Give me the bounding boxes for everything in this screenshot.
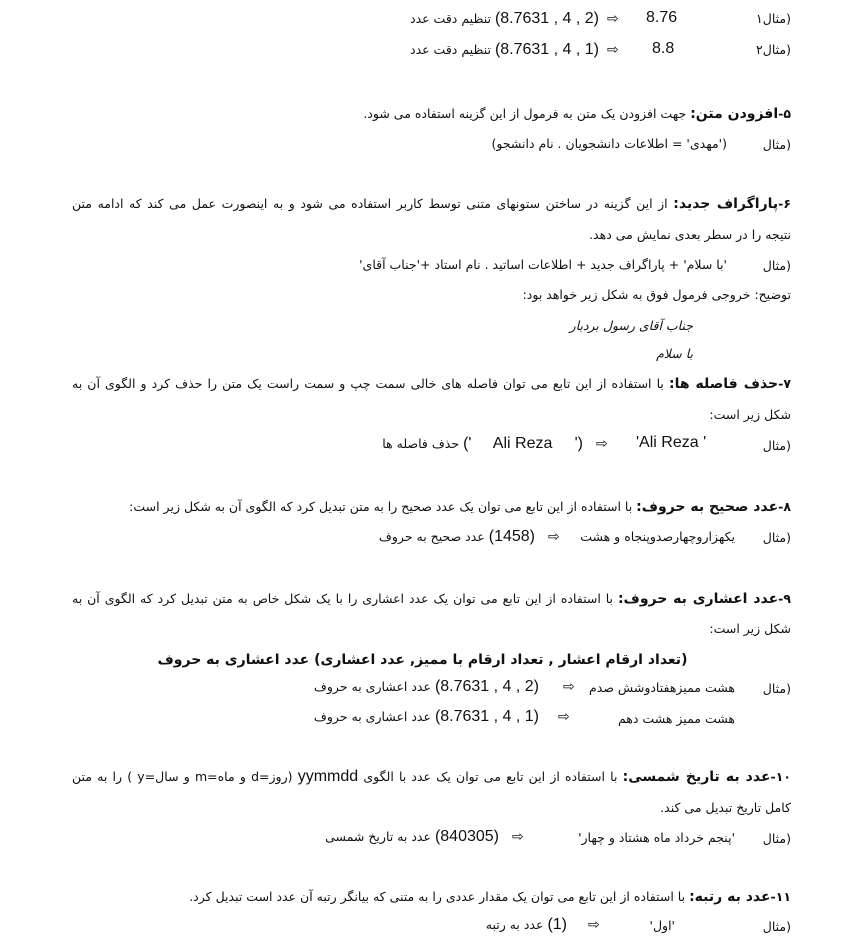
formula-args: (1) (547, 916, 567, 933)
example-text: 'با سلام' + پاراگراف جدید + اطلاعات اساتید . نام استاد +'جناب آقای' (359, 257, 727, 272)
example-label: مثال۲) (756, 42, 791, 57)
section-body: از این گزینه در ساختن ستونهای متنی توسط کاربر استفاده می شود و به اینصورت عمل می کند که ادامه متن (72, 196, 668, 211)
section-6-line1 (72, 194, 791, 214)
section-title: عدد به رتبه: (689, 889, 771, 905)
section-body: با استفاده از این تابع می توان فاصله های خالی سمت چپ و سمت راست یک متن را حذف کرد و الگوی آن به (72, 376, 664, 391)
example-formula (382, 434, 583, 454)
example-result: 8.76 (646, 9, 678, 26)
formula-args: (8.7631 , 4 , 1) (494, 41, 599, 58)
section-title: عدد صحیح به حروف: (636, 499, 779, 515)
section-10-line2: کامل تاریخ تبدیل می کند. (660, 800, 791, 815)
formula-args: (8.7631 , 4 , 2) (434, 678, 539, 695)
pattern-month: ماه=m (194, 769, 235, 784)
example-formula (410, 40, 599, 60)
formula-desc: عدد اعشاری به حروف (313, 679, 431, 694)
section-title: پاراگراف جدید: (673, 196, 779, 212)
example-formula (379, 527, 535, 547)
example-label: مثال) (762, 681, 791, 696)
arrow-right-icon: ⇨ (563, 679, 575, 695)
formula-args: (' Ali Reza ') (463, 435, 583, 452)
example-result: هشت ممیزهفتادوشش صدم (589, 680, 735, 695)
example-formula (314, 677, 539, 697)
section-11-text (189, 887, 791, 907)
example-result: 8.8 (652, 40, 675, 57)
formula-args: (8.7631 , 4 , 1) (434, 708, 539, 725)
section-title: عدد اعشاری به حروف: (617, 591, 779, 607)
example-formula (314, 707, 539, 727)
example-result: 'اول' (649, 918, 675, 933)
formula-desc: عدد به تاریخ شمسی (325, 829, 431, 844)
section-9-line2: شکل زیر است: (709, 621, 791, 636)
section-5-text (363, 104, 791, 124)
example-label: مثال۱) (756, 11, 791, 26)
pattern-open: ( (287, 769, 293, 784)
explanation: توضیح: خروجی فرمول فوق به شکل زیر خواهد بود: (522, 287, 791, 302)
example-result: یکهزاروچهارصدوپنجاه و هشت (580, 529, 735, 544)
section-10-line1 (72, 767, 791, 787)
example-label: مثال) (762, 137, 791, 152)
section-7-line2: شکل زیر است: (709, 407, 791, 422)
section-number: ۵- (778, 106, 791, 121)
arrow-right-icon: ⇨ (558, 709, 570, 725)
section-body: با استفاده از این تابع می توان یک مقدار عددی را به متنی که بیانگر رتبه آن عدد است تبدیل کرد. (189, 889, 686, 904)
section-number: ۷- (778, 376, 791, 391)
section-title: حذف فاصله ها: (669, 376, 779, 392)
arrow-right-icon: ⇨ (607, 42, 619, 58)
formula-desc: عدد به رتبه (485, 917, 544, 932)
output-line-1: جناب آقای رسول بردبار (569, 318, 693, 333)
arrow-right-icon: ⇨ (607, 11, 619, 27)
formula-args: (1458) (488, 528, 535, 545)
section-6-line2: نتیجه را در سطر بعدی نمایش می دهد. (589, 227, 791, 242)
section-number: ۱۱- (770, 889, 791, 904)
section-number: ۶- (778, 196, 791, 211)
formula-desc: عدد اعشاری به حروف (313, 709, 431, 724)
arrow-right-icon: ⇨ (596, 436, 608, 452)
example-label: مثال) (762, 258, 791, 273)
section-number: ۸- (778, 499, 791, 514)
example-formula (325, 827, 499, 847)
formula-args: (8.7631 , 4 , 2) (494, 10, 599, 27)
example-label: مثال) (762, 919, 791, 934)
section-body-end: را به متن (72, 769, 123, 784)
section-body: با استفاده از این تابع می توان یک عدد اعشاری را با یک شکل خاص به متن تبدیل کرد که الگوی آن به (72, 591, 614, 606)
arrow-right-icon: ⇨ (548, 529, 560, 545)
section-body: با استفاده از این تابع می توان یک عدد صحیح را به متن تبدیل کرد که الگوی آن به شکل زیر است: (129, 499, 633, 514)
section-body: جهت افزودن یک متن به فرمول از این گزینه استفاده می شود. (363, 106, 687, 121)
example-result: 'Ali Reza ' (636, 434, 707, 451)
formula-desc: عدد صحیح به حروف (378, 529, 485, 544)
section-7-line1 (72, 374, 791, 394)
example-text: ('مهدی' = اطلاعات دانشجویان . نام دانشجو) (491, 136, 727, 151)
section-title: افزودن متن: (690, 106, 779, 122)
example-result: هشت ممیز هشت دهم (617, 711, 735, 726)
example-formula (486, 915, 567, 935)
pattern-and: و (239, 769, 246, 784)
arrow-right-icon: ⇨ (588, 917, 600, 933)
formula-desc: حذف فاصله ها (382, 436, 460, 451)
pattern-year: سال=y (137, 769, 179, 784)
example-formula (410, 9, 599, 29)
section-8-text (129, 497, 791, 517)
section-title: عدد به تاریخ شمسی: (622, 769, 771, 785)
example-label: مثال) (762, 831, 791, 846)
arrow-right-icon: ⇨ (512, 829, 524, 845)
example-label: مثال) (762, 438, 791, 453)
example-label: مثال) (762, 530, 791, 545)
output-line-2: با سلام (656, 346, 693, 361)
section-number: ۱۰- (770, 769, 791, 784)
pattern-formula: (تعداد ارقام اعشار , تعداد ارقام با ممیز, عدد اعشاری) عدد اعشاری به حروف (157, 652, 688, 668)
pattern-day: روز=d (251, 769, 288, 784)
example-result: 'پنجم خرداد ماه هشتاد و چهار' (578, 830, 735, 845)
date-pattern: yymmdd (297, 768, 359, 785)
formula-args: (840305) (434, 828, 499, 845)
pattern-and: و (183, 769, 190, 784)
formula-desc: تنظیم دقت عدد (410, 42, 491, 57)
section-9-line1 (72, 589, 791, 609)
pattern-close: ) (127, 769, 133, 784)
section-body: با استفاده از این تابع می توان یک عدد با الگوی (363, 769, 618, 784)
formula-desc: تنظیم دقت عدد (410, 11, 491, 26)
section-number: ۹- (778, 591, 791, 606)
